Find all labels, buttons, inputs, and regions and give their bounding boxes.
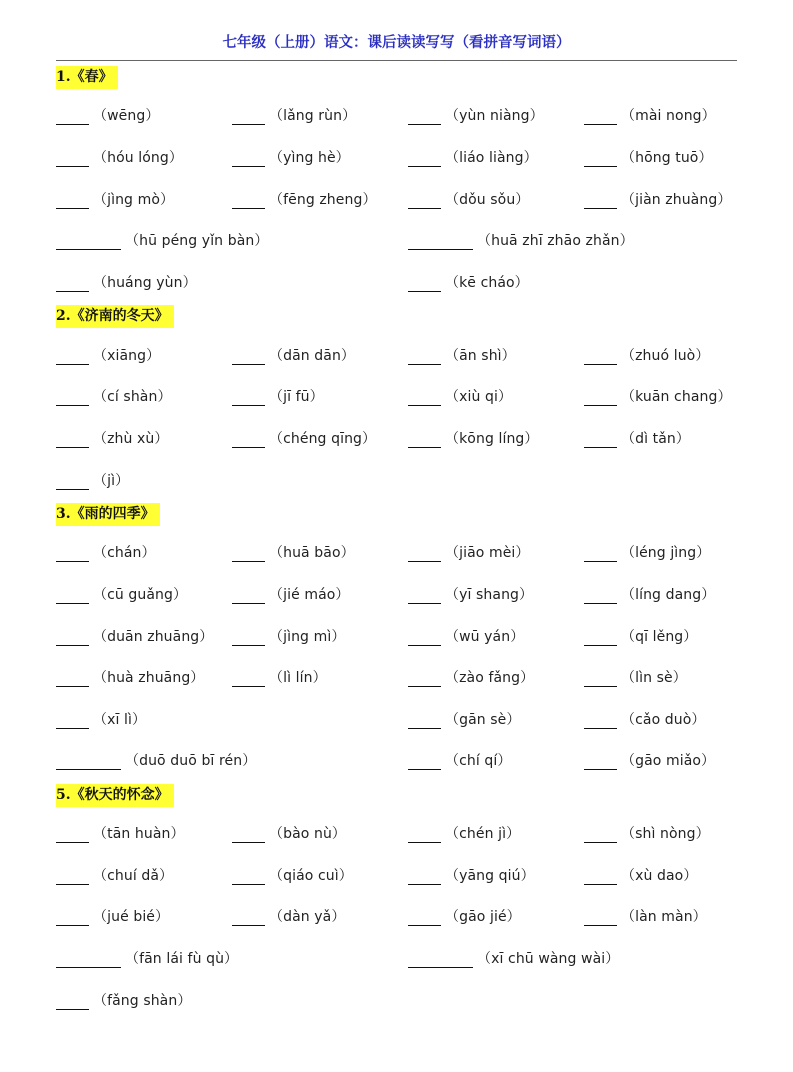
exercise-row [0,143,793,167]
exercise-item [232,902,345,926]
answer-blank[interactable] [232,909,265,926]
exercise-row [0,663,793,687]
answer-blank[interactable] [56,629,89,646]
exercise-item [56,986,191,1010]
pinyin-prompt: （chuí dǎ） [93,868,174,884]
answer-blank[interactable] [408,712,441,729]
exercise-item [408,705,521,729]
exercise-item [56,382,172,406]
exercise-row [0,622,793,646]
answer-blank[interactable] [56,587,89,604]
answer-blank[interactable] [232,545,265,562]
pinyin-prompt: （jìng mì） [269,629,346,645]
exercise-item [56,819,185,843]
exercise-item [232,819,346,843]
pinyin-prompt: （jì） [93,473,130,489]
page-title: 七年级（上册）语文：课后读读写写（看拼音写词语） [222,35,571,51]
pinyin-prompt: （zhù xù） [93,431,169,447]
pinyin-prompt: （lì lín） [269,670,327,686]
pinyin-prompt: （jìng mò） [93,192,175,208]
exercise-item [232,382,324,406]
exercise-row [0,341,793,365]
pinyin-prompt: （liáo liàng） [445,150,538,166]
section-heading: 1.《春》 [56,66,118,89]
exercise-item [56,622,213,646]
answer-blank[interactable] [56,909,89,926]
pinyin-prompt: （cū guǎng） [93,587,188,603]
pinyin-prompt: （lǎng rùn） [269,108,357,124]
exercise-item [584,746,715,770]
exercise-item [408,143,538,167]
exercise-item [408,226,634,250]
pinyin-prompt: （lìn sè） [621,670,687,686]
answer-blank[interactable] [408,108,441,125]
pinyin-prompt: （gāo miǎo） [621,753,716,769]
exercise-item [408,944,619,968]
exercise-item [56,466,129,490]
answer-blank[interactable] [408,587,441,604]
exercise-item [584,663,687,687]
exercise-item [584,902,707,926]
section-heading: 5.《秋天的怀念》 [56,784,174,807]
exercise-item [584,341,709,365]
exercise-row [0,902,793,926]
exercise-row [0,538,793,562]
exercise-item [56,185,174,209]
pinyin-prompt: （xiù qi） [445,389,513,405]
exercise-item [56,580,187,604]
answer-blank[interactable] [408,150,441,167]
answer-blank[interactable] [56,108,89,125]
answer-blank[interactable] [584,431,617,448]
exercise-item [56,861,173,885]
pinyin-prompt: （zào fǎng） [445,670,535,686]
answer-blank[interactable] [56,192,89,209]
pinyin-prompt: （qiáo cuì） [269,868,353,884]
pinyin-prompt: （mài nong） [621,108,716,124]
exercise-row [0,466,793,490]
pinyin-prompt: （hū péng yǐn bàn） [125,233,269,249]
answer-blank[interactable] [56,868,89,885]
answer-blank[interactable] [408,233,473,250]
exercise-row [0,382,793,406]
pinyin-prompt: （gān sè） [445,712,521,728]
pinyin-prompt: （líng dang） [621,587,716,603]
pinyin-prompt: （tān huàn） [93,826,185,842]
pinyin-prompt: （huà zhuāng） [93,670,205,686]
answer-blank[interactable] [408,753,441,770]
answer-blank[interactable] [408,348,441,365]
exercise-row [0,705,793,729]
exercise-row [0,861,793,885]
pinyin-prompt: （chéng qīng） [269,431,377,447]
exercise-item [584,819,710,843]
answer-blank[interactable] [56,670,89,687]
pinyin-prompt: （jié máo） [269,587,350,603]
exercise-row [0,185,793,209]
answer-blank[interactable] [584,389,617,406]
pinyin-prompt: （làn màn） [621,909,707,925]
answer-blank[interactable] [408,389,441,406]
pinyin-prompt: （gāo jié） [445,909,521,925]
exercise-item [408,341,516,365]
answer-blank[interactable] [56,951,121,968]
answer-blank[interactable] [56,753,121,770]
exercise-item [584,861,697,885]
exercise-item [232,101,356,125]
exercise-item [232,861,353,885]
answer-blank[interactable] [56,275,89,292]
answer-blank[interactable] [232,348,265,365]
exercise-row [0,580,793,604]
answer-blank[interactable] [56,150,89,167]
exercise-row [0,226,793,250]
pinyin-prompt: （hóu lóng） [93,150,183,166]
exercise-item [408,861,535,885]
pinyin-prompt: （yùn niàng） [445,108,544,124]
exercise-item [584,538,710,562]
exercise-item [408,622,524,646]
pinyin-prompt: （ān shì） [445,348,516,364]
pinyin-prompt: （kē cháo） [445,275,529,291]
answer-blank[interactable] [232,108,265,125]
pinyin-prompt: （wēng） [93,108,160,124]
pinyin-prompt: （xù dao） [621,868,698,884]
exercise-item [408,268,529,292]
answer-blank[interactable] [232,389,265,406]
title-divider [56,60,737,61]
pinyin-prompt: （duān zhuāng） [93,629,214,645]
exercise-row [0,986,793,1010]
pinyin-prompt: （léng jìng） [621,545,711,561]
exercise-item [584,580,715,604]
answer-blank[interactable] [584,909,617,926]
answer-blank[interactable] [584,868,617,885]
exercise-item [584,705,706,729]
exercise-row [0,424,793,448]
exercise-item [408,902,521,926]
pinyin-prompt: （jī fū） [269,389,324,405]
exercise-item [56,226,268,250]
exercise-item [584,424,690,448]
answer-blank[interactable] [408,629,441,646]
answer-blank[interactable] [408,275,441,292]
pinyin-prompt: （jiāo mèi） [445,545,530,561]
exercise-item [408,746,512,770]
pinyin-prompt: （qī lěng） [621,629,698,645]
exercise-item [56,538,156,562]
exercise-item [584,622,697,646]
pinyin-prompt: （fān lái fù qù） [125,951,239,967]
pinyin-prompt: （huáng yùn） [93,275,197,291]
pinyin-prompt: （kuān chang） [621,389,732,405]
exercise-item [408,424,539,448]
pinyin-prompt: （wū yán） [445,629,525,645]
pinyin-prompt: （kōng líng） [445,431,539,447]
pinyin-prompt: （hōng tuō） [621,150,713,166]
exercise-item [56,101,159,125]
answer-blank[interactable] [232,826,265,843]
exercise-item [232,538,355,562]
exercise-item [232,622,345,646]
exercise-item [56,663,204,687]
pinyin-prompt: （xī lì） [93,712,147,728]
answer-blank[interactable] [56,389,89,406]
pinyin-prompt: （yìng hè） [269,150,350,166]
exercise-row [0,746,793,770]
exercise-item [584,382,732,406]
answer-blank[interactable] [408,545,441,562]
answer-blank[interactable] [56,233,121,250]
pinyin-prompt: （fēng zheng） [269,192,377,208]
pinyin-prompt: （yī shang） [445,587,534,603]
exercise-row [0,101,793,125]
pinyin-prompt: （dān dān） [269,348,356,364]
answer-blank[interactable] [56,545,89,562]
answer-blank[interactable] [584,192,617,209]
answer-blank[interactable] [232,431,265,448]
answer-blank[interactable] [56,826,89,843]
exercise-item [408,185,529,209]
exercise-item [56,944,238,968]
answer-blank[interactable] [56,993,89,1010]
answer-blank[interactable] [408,670,441,687]
answer-blank[interactable] [584,826,617,843]
answer-blank[interactable] [584,150,617,167]
exercise-item [56,424,169,448]
answer-blank[interactable] [408,951,473,968]
answer-blank[interactable] [232,192,265,209]
exercise-item [232,580,350,604]
pinyin-prompt: （xiāng） [93,348,161,364]
answer-blank[interactable] [56,712,89,729]
exercise-item [232,424,376,448]
exercise-row [0,944,793,968]
answer-blank[interactable] [408,192,441,209]
exercise-item [56,143,183,167]
answer-blank[interactable] [584,108,617,125]
answer-blank[interactable] [408,909,441,926]
pinyin-prompt: （huā zhī zhāo zhǎn） [477,233,634,249]
pinyin-prompt: （huā bāo） [269,545,355,561]
pinyin-prompt: （chí qí） [445,753,512,769]
answer-blank[interactable] [232,868,265,885]
answer-blank[interactable] [408,868,441,885]
answer-blank[interactable] [56,431,89,448]
exercise-item [408,101,544,125]
exercise-item [232,143,350,167]
answer-blank[interactable] [408,431,441,448]
answer-blank[interactable] [56,348,89,365]
pinyin-prompt: （chán） [93,545,156,561]
exercise-item [408,663,534,687]
answer-blank[interactable] [232,587,265,604]
answer-blank[interactable] [408,826,441,843]
section-heading: 3.《雨的四季》 [56,503,160,526]
answer-blank[interactable] [584,545,617,562]
exercise-item [584,101,716,125]
exercise-item [232,341,355,365]
exercise-item [56,705,146,729]
answer-blank[interactable] [232,629,265,646]
pinyin-prompt: （jué bié） [93,909,170,925]
answer-blank[interactable] [56,473,89,490]
exercise-item [56,902,169,926]
answer-blank[interactable] [584,670,617,687]
pinyin-prompt: （yāng qiú） [445,868,535,884]
answer-blank[interactable] [584,587,617,604]
pinyin-prompt: （dǒu sǒu） [445,192,530,208]
pinyin-prompt: （dàn yǎ） [269,909,346,925]
answer-blank[interactable] [584,348,617,365]
exercise-item [232,663,327,687]
exercise-item [584,185,731,209]
answer-blank[interactable] [232,150,265,167]
pinyin-prompt: （chén jì） [445,826,521,842]
exercise-item [232,185,377,209]
pinyin-prompt: （dì tǎn） [621,431,690,447]
pinyin-prompt: （cí shàn） [93,389,172,405]
answer-blank[interactable] [584,712,617,729]
exercise-item [56,746,256,770]
exercise-row [0,268,793,292]
exercise-item [56,341,160,365]
section-heading: 2.《济南的冬天》 [56,305,174,328]
exercise-item [408,382,512,406]
pinyin-prompt: （shì nòng） [621,826,710,842]
exercise-item [584,143,713,167]
exercise-row [0,819,793,843]
answer-blank[interactable] [232,670,265,687]
answer-blank[interactable] [584,629,617,646]
pinyin-prompt: （cǎo duò） [621,712,706,728]
pinyin-prompt: （zhuó luò） [621,348,710,364]
exercise-item [408,580,533,604]
answer-blank[interactable] [584,753,617,770]
exercise-item [408,819,520,843]
pinyin-prompt: （jiàn zhuàng） [621,192,732,208]
exercise-item [56,268,197,292]
exercise-item [408,538,530,562]
pinyin-prompt: （bào nù） [269,826,347,842]
pinyin-prompt: （duō duō bī rén） [125,753,257,769]
pinyin-prompt: （fǎng shàn） [93,993,192,1009]
pinyin-prompt: （xī chū wàng wài） [477,951,620,967]
